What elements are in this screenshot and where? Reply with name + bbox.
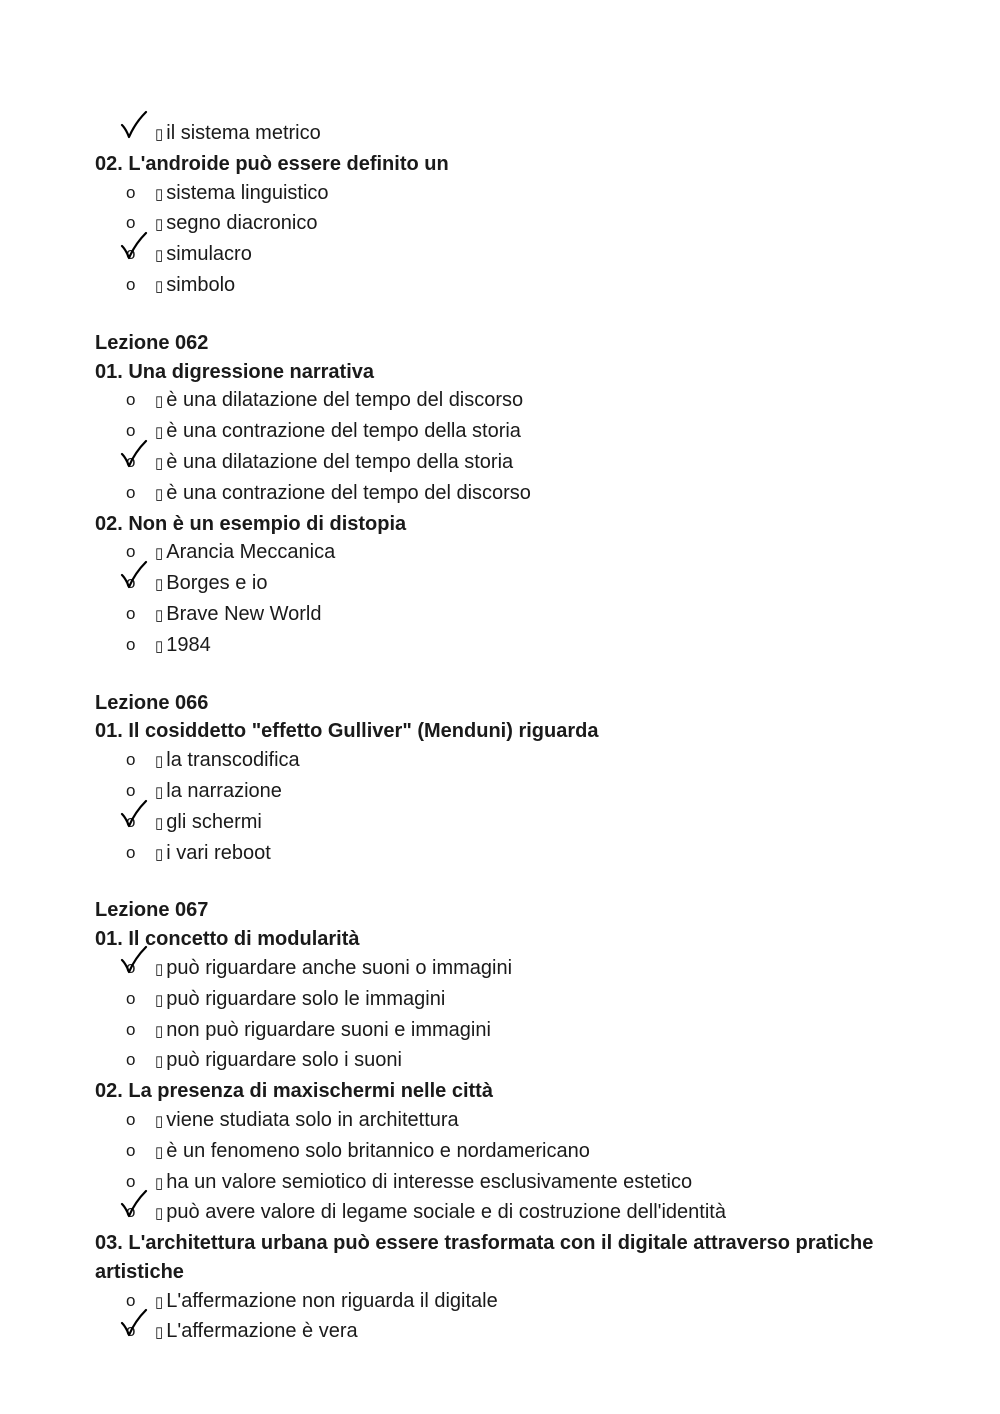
missing-glyph-icon: ▯ [155, 1324, 164, 1342]
answer-option [95, 777, 925, 808]
bullet-icon: o [126, 634, 136, 654]
bullet-icon: o [126, 182, 136, 202]
bullet-icon: o [126, 603, 136, 623]
question-text: 01. Il concetto di modularità [95, 928, 360, 951]
section-spacer [95, 662, 925, 689]
answer-option [95, 746, 925, 777]
answer-text: può riguardare solo i suoni [166, 1049, 402, 1072]
bullet-icon: o [126, 1050, 136, 1070]
bullet-icon: o [126, 780, 136, 800]
missing-glyph-icon: ▯ [155, 126, 164, 143]
answer-text: simulacro [166, 243, 252, 266]
answer-text: Borges e io [166, 572, 268, 595]
answer-text: è una contrazione del tempo del discorso [166, 481, 531, 504]
answer-text: sistema linguistico [166, 181, 329, 204]
missing-glyph-icon: ▯ [155, 247, 164, 265]
missing-glyph-icon: ▯ [155, 753, 164, 771]
answer-option [95, 538, 925, 569]
bullet-icon: o [126, 451, 136, 471]
answer-text: gli schermi [166, 810, 262, 833]
missing-glyph-icon: ▯ [155, 1143, 164, 1161]
answer-text: il sistema metrico [166, 122, 321, 144]
missing-glyph-icon: ▯ [155, 606, 164, 624]
answer-option [95, 808, 925, 839]
bullet-icon: o [126, 750, 136, 770]
bullet-icon: o [126, 1140, 136, 1160]
checkmark-icon [119, 944, 149, 976]
bullet-icon: o [126, 1019, 136, 1039]
answer-option [95, 119, 925, 150]
bullet-icon: o [126, 1321, 136, 1341]
quiz-document [95, 119, 925, 1348]
answer-text: simbolo [166, 273, 236, 296]
missing-glyph-icon: ▯ [155, 1053, 164, 1071]
answer-text: viene studiata solo in architettura [166, 1108, 459, 1131]
bullet-icon: o [126, 1290, 136, 1310]
missing-glyph-icon: ▯ [155, 1112, 164, 1130]
missing-glyph-icon: ▯ [155, 1293, 164, 1311]
answer-option [95, 479, 925, 510]
question-text: 01. Il cosiddetto "effetto Gulliver" (Menduni) riguarda [95, 720, 599, 743]
bullet-icon: o [126, 274, 136, 294]
answer-text: 1984 [166, 633, 211, 656]
bullet-icon: o [126, 988, 136, 1008]
missing-glyph-icon: ▯ [155, 485, 164, 503]
question-text: 01. Una digressione narrativa [95, 360, 375, 383]
missing-glyph-icon: ▯ [155, 1174, 164, 1192]
answer-option [95, 1287, 925, 1318]
checkmark-icon [119, 1307, 149, 1339]
answer-text: la narrazione [166, 779, 282, 802]
bullet-icon: o [126, 573, 136, 593]
missing-glyph-icon: ▯ [155, 545, 164, 563]
answer-text: è una dilatazione del tempo della storia [166, 450, 514, 473]
missing-glyph-icon: ▯ [155, 185, 164, 203]
lesson-title: Lezione 067 [95, 899, 209, 922]
answer-option [95, 179, 925, 210]
bullet-icon: o [126, 482, 136, 502]
answer-option [95, 631, 925, 662]
answer-option [95, 839, 925, 870]
answer-option [95, 1317, 925, 1348]
missing-glyph-icon: ▯ [155, 216, 164, 234]
answer-text: è una dilatazione del tempo del discorso [166, 389, 524, 412]
answer-text: è una contrazione del tempo della storia [166, 420, 521, 443]
lesson-title: Lezione 066 [95, 691, 209, 714]
answer-option [95, 1106, 925, 1137]
bullet-icon: o [126, 957, 136, 977]
answer-text: ha un valore semiotico di interesse esclusivamente estetico [166, 1170, 693, 1193]
bullet-icon: o [126, 421, 136, 441]
checkmark-icon [119, 109, 149, 141]
answer-text: può avere valore di legame sociale e di costruzione dell'identità [166, 1201, 726, 1224]
missing-glyph-icon: ▯ [155, 637, 164, 655]
answer-option [95, 448, 925, 479]
answer-option [95, 271, 925, 302]
missing-glyph-icon: ▯ [155, 393, 164, 411]
answer-option [95, 1046, 925, 1077]
answer-text: L'affermazione è vera [166, 1320, 358, 1343]
bullet-icon: o [126, 1109, 136, 1129]
question-text: 03. L'architettura urbana può essere trasformata con il digitale attraverso pratiche artistiche [95, 1232, 874, 1283]
missing-glyph-icon: ▯ [155, 1205, 164, 1223]
bullet-icon: o [126, 842, 136, 862]
answer-option [95, 240, 925, 271]
answer-option [95, 600, 925, 631]
answer-text: è un fenomeno solo britannico e nordamericano [166, 1139, 590, 1162]
answer-option [95, 985, 925, 1016]
answer-text: segno diacronico [166, 212, 318, 235]
missing-glyph-icon: ▯ [155, 424, 164, 442]
answer-option [95, 386, 925, 417]
missing-glyph-icon: ▯ [155, 814, 164, 832]
answer-text: L'affermazione non riguarda il digitale [166, 1289, 498, 1312]
missing-glyph-icon: ▯ [155, 454, 164, 472]
bullet-icon: o [126, 390, 136, 410]
lesson-title: Lezione 062 [95, 331, 209, 354]
question-text: 02. L'androide può essere definito un [95, 152, 449, 175]
question-text: 02. La presenza di maxischermi nelle città [95, 1080, 493, 1103]
answer-option [95, 209, 925, 240]
checkmark-icon [119, 230, 149, 262]
answer-text: può riguardare anche suoni o immagini [166, 956, 513, 979]
answer-text: Arancia Meccanica [166, 541, 336, 564]
checkmark-icon [119, 1188, 149, 1220]
answer-option [95, 1198, 925, 1229]
answer-option [95, 954, 925, 985]
missing-glyph-icon: ▯ [155, 576, 164, 594]
section-spacer [95, 869, 925, 896]
missing-glyph-icon: ▯ [155, 783, 164, 801]
section-spacer [95, 302, 925, 329]
answer-text: i vari reboot [166, 841, 271, 864]
missing-glyph-icon: ▯ [155, 277, 164, 295]
missing-glyph-icon: ▯ [155, 1022, 164, 1040]
bullet-icon: o [126, 244, 136, 264]
answer-option [95, 1137, 925, 1168]
bullet-icon: o [126, 1171, 136, 1191]
question-text: 02. Non è un esempio di distopia [95, 512, 407, 535]
bullet-icon: o [126, 811, 136, 831]
missing-glyph-icon: ▯ [155, 845, 164, 863]
missing-glyph-icon: ▯ [155, 991, 164, 1009]
answer-option [95, 1168, 925, 1199]
bullet-icon: o [126, 1202, 136, 1222]
answer-option [95, 1016, 925, 1047]
answer-option [95, 417, 925, 448]
bullet-icon: o [126, 542, 136, 562]
answer-text: non può riguardare suoni e immagini [166, 1018, 491, 1041]
missing-glyph-icon: ▯ [155, 960, 164, 978]
answer-option [95, 569, 925, 600]
answer-text: la transcodifica [166, 749, 300, 772]
answer-text: Brave New World [166, 602, 322, 625]
checkmark-icon [119, 559, 149, 591]
checkmark-icon [119, 798, 149, 830]
checkmark-icon [119, 438, 149, 470]
answer-text: può riguardare solo le immagini [166, 987, 446, 1010]
bullet-icon: o [126, 213, 136, 233]
